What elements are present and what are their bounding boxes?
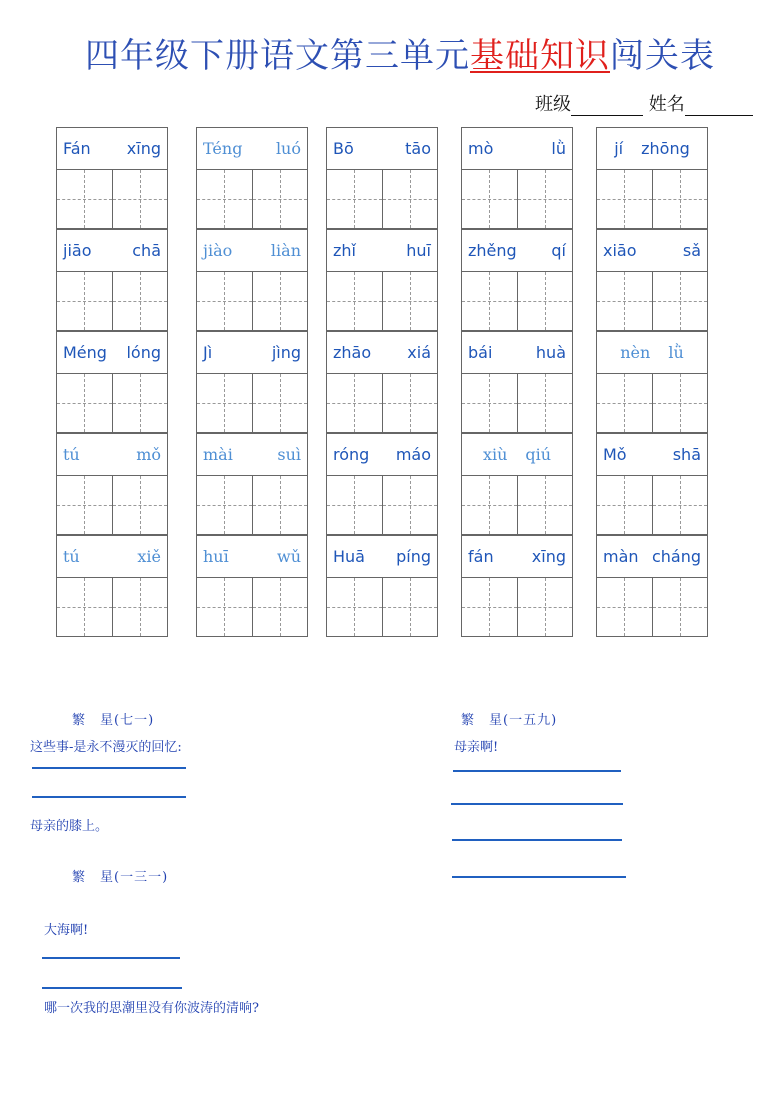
writing-box[interactable] [462, 374, 517, 432]
pinyin-label [326, 229, 438, 271]
pinyin-syllable: tāo [405, 139, 431, 158]
pinyin-syllable: zhěng [468, 241, 517, 260]
pinyin-syllable: bái [468, 343, 493, 362]
tianzige-pair [596, 373, 708, 433]
pinyin-label [461, 229, 573, 271]
tianzige-pair [56, 475, 168, 535]
pinyin-label [461, 127, 573, 169]
pinyin-syllable: xiá [407, 343, 431, 362]
pinyin-syllable: jiào [203, 241, 233, 260]
writing-box[interactable] [597, 578, 652, 636]
pinyin-syllable: liàn [270, 241, 301, 260]
writing-box[interactable] [597, 476, 652, 534]
writing-box[interactable] [517, 170, 573, 228]
pinyin-syllable: máo [395, 445, 431, 464]
section-heading-131: 繁 星(一三一) [72, 870, 169, 885]
pinyin-syllable: fán [468, 547, 494, 566]
pinyin-label [326, 433, 438, 475]
writing-box[interactable] [112, 374, 168, 432]
answer-line[interactable] [452, 876, 626, 878]
pinyin-column-5 [596, 127, 708, 637]
tianzige-pair [596, 475, 708, 535]
section-heading-71: 繁 星(七一) [72, 713, 155, 728]
word-cell [461, 229, 573, 331]
pinyin-syllable: xiě [137, 547, 161, 566]
writing-box[interactable] [462, 476, 517, 534]
tianzige-pair [461, 373, 573, 433]
writing-box[interactable] [112, 170, 168, 228]
word-cell [56, 433, 168, 535]
pinyin-syllable: zhōng [641, 139, 690, 158]
pinyin-syllable: mài [203, 445, 233, 464]
section-159-line1: 母亲啊! [454, 740, 499, 755]
section-71-line2: 母亲的膝上。 [30, 819, 109, 834]
class-blank[interactable] [571, 97, 643, 116]
writing-box[interactable] [57, 578, 112, 636]
page-title [0, 28, 780, 77]
name-blank[interactable] [685, 97, 753, 116]
word-cell [56, 331, 168, 433]
tianzige-pair [461, 169, 573, 229]
tianzige-pair [596, 271, 708, 331]
word-cell [56, 127, 168, 229]
tianzige-pair [461, 577, 573, 637]
pinyin-syllable: lǜ [551, 139, 566, 158]
pinyin-syllable: Méng [63, 343, 107, 362]
pinyin-label [56, 127, 168, 169]
pinyin-column-1 [56, 127, 168, 637]
pinyin-label [56, 229, 168, 271]
writing-box[interactable] [252, 476, 308, 534]
writing-box[interactable] [382, 170, 438, 228]
writing-box[interactable] [382, 578, 438, 636]
answer-line[interactable] [453, 770, 621, 772]
writing-box[interactable] [652, 374, 708, 432]
tianzige-pair [56, 373, 168, 433]
pinyin-label [596, 535, 708, 577]
pinyin-syllable: xiù [482, 445, 508, 464]
word-cell [596, 331, 708, 433]
tianzige-pair [56, 169, 168, 229]
pinyin-label [56, 331, 168, 373]
pinyin-label [56, 535, 168, 577]
pinyin-column-4 [461, 127, 573, 637]
writing-box[interactable] [652, 578, 708, 636]
pinyin-syllable: tú [63, 547, 80, 566]
writing-box[interactable] [597, 374, 652, 432]
writing-box[interactable] [462, 578, 517, 636]
word-cell [56, 229, 168, 331]
pinyin-label [326, 127, 438, 169]
tianzige-pair [596, 577, 708, 637]
pinyin-label [461, 331, 573, 373]
word-cell [596, 127, 708, 229]
writing-box[interactable] [112, 272, 168, 330]
pinyin-label [596, 433, 708, 475]
pinyin-syllable: huà [535, 343, 566, 362]
pinyin-label [196, 331, 308, 373]
pinyin-syllable: shā [672, 445, 701, 464]
tianzige-pair [326, 475, 438, 535]
pinyin-label [56, 433, 168, 475]
writing-box[interactable] [517, 272, 573, 330]
word-cell [326, 127, 438, 229]
tianzige-pair [596, 169, 708, 229]
title-highlight: 基础知识 [470, 36, 610, 76]
word-cell [326, 433, 438, 535]
writing-box[interactable] [652, 170, 708, 228]
pinyin-syllable: cháng [651, 547, 701, 566]
section-heading-159: 繁 星(一五九) [461, 713, 558, 728]
section-71-line1: 这些事-是永不漫灭的回忆: [30, 740, 182, 755]
pinyin-syllable: róng [333, 445, 370, 464]
tianzige-pair [196, 271, 308, 331]
answer-line[interactable] [32, 767, 186, 769]
pinyin-label [461, 535, 573, 577]
word-cell [461, 433, 573, 535]
section-131-line1: 大海啊! [44, 923, 89, 938]
word-cell [196, 229, 308, 331]
pinyin-column-3 [326, 127, 438, 637]
writing-box[interactable] [597, 170, 652, 228]
word-cell [326, 331, 438, 433]
pinyin-syllable: suì [277, 445, 301, 464]
pinyin-syllable: huī [406, 241, 431, 260]
pinyin-syllable: Téng [203, 139, 243, 158]
title-part-1: 四年级下册语文第三单元 [85, 36, 470, 76]
pinyin-syllable: qí [551, 241, 566, 260]
pinyin-label [461, 433, 573, 475]
tianzige-pair [196, 373, 308, 433]
writing-box[interactable] [252, 374, 308, 432]
pinyin-syllable: Jì [203, 343, 213, 362]
tianzige-pair [461, 475, 573, 535]
pinyin-syllable: xiāo [603, 241, 637, 260]
writing-box[interactable] [112, 578, 168, 636]
pinyin-syllable: lǜ [668, 343, 684, 362]
pinyin-label [326, 535, 438, 577]
pinyin-syllable: zhāo [333, 343, 372, 362]
pinyin-label [596, 331, 708, 373]
pinyin-syllable: mò [468, 139, 494, 158]
word-cell [461, 535, 573, 637]
pinyin-label [596, 127, 708, 169]
pinyin-label [596, 229, 708, 271]
pinyin-label [196, 535, 308, 577]
writing-box[interactable] [252, 170, 308, 228]
writing-box[interactable] [517, 374, 573, 432]
writing-box[interactable] [597, 272, 652, 330]
pinyin-syllable: lóng [126, 343, 161, 362]
tianzige-pair [461, 271, 573, 331]
word-cell [596, 433, 708, 535]
writing-box[interactable] [462, 272, 517, 330]
pinyin-syllable: xīng [531, 547, 566, 566]
writing-box[interactable] [652, 476, 708, 534]
writing-box[interactable] [197, 476, 252, 534]
word-cell [596, 535, 708, 637]
pinyin-syllable: Bō [333, 139, 354, 158]
writing-box[interactable] [57, 170, 112, 228]
word-cell [196, 331, 308, 433]
pinyin-syllable: sǎ [682, 241, 701, 260]
pinyin-syllable: píng [396, 547, 431, 566]
pinyin-syllable: wǔ [277, 547, 301, 566]
word-cell [461, 127, 573, 229]
writing-box[interactable] [382, 272, 438, 330]
word-cell [326, 535, 438, 637]
writing-box[interactable] [327, 374, 382, 432]
word-cell [56, 535, 168, 637]
word-cell [596, 229, 708, 331]
writing-box[interactable] [197, 170, 252, 228]
writing-box[interactable] [252, 272, 308, 330]
pinyin-syllable: jìng [271, 343, 301, 362]
writing-box[interactable] [197, 578, 252, 636]
writing-box[interactable] [197, 374, 252, 432]
pinyin-syllable: Fán [63, 139, 91, 158]
answer-line[interactable] [32, 796, 186, 798]
writing-box[interactable] [462, 170, 517, 228]
pinyin-syllable: luó [275, 139, 301, 158]
writing-box[interactable] [382, 374, 438, 432]
pinyin-label [326, 331, 438, 373]
writing-box[interactable] [652, 272, 708, 330]
pinyin-syllable: màn [603, 547, 639, 566]
pinyin-syllable: huī [203, 547, 229, 566]
pinyin-label [196, 433, 308, 475]
pinyin-label [196, 229, 308, 271]
pinyin-syllable: mǒ [136, 445, 161, 464]
pinyin-syllable: chā [132, 241, 161, 260]
writing-box[interactable] [517, 578, 573, 636]
writing-box[interactable] [112, 476, 168, 534]
tianzige-pair [326, 169, 438, 229]
writing-box[interactable] [327, 578, 382, 636]
pinyin-syllable: xīng [126, 139, 161, 158]
writing-box[interactable] [327, 272, 382, 330]
word-cell [326, 229, 438, 331]
pinyin-syllable: Huā [333, 547, 365, 566]
pinyin-syllable: qiú [525, 445, 552, 464]
tianzige-pair [326, 271, 438, 331]
class-name-line [535, 90, 753, 116]
word-cell [196, 433, 308, 535]
pinyin-label [196, 127, 308, 169]
pinyin-syllable: zhǐ [333, 241, 356, 260]
answer-line[interactable] [452, 839, 622, 841]
writing-box[interactable] [252, 578, 308, 636]
answer-line[interactable] [42, 957, 180, 959]
pinyin-syllable: nèn [620, 343, 651, 362]
tianzige-pair [196, 475, 308, 535]
pinyin-syllable: jiāo [63, 241, 92, 260]
tianzige-pair [196, 577, 308, 637]
word-cell [461, 331, 573, 433]
word-cell [196, 535, 308, 637]
answer-line[interactable] [451, 803, 623, 805]
writing-box[interactable] [197, 272, 252, 330]
writing-box[interactable] [327, 170, 382, 228]
writing-box[interactable] [327, 476, 382, 534]
class-label: 班级 [535, 94, 571, 115]
tianzige-pair [56, 271, 168, 331]
title-part-3: 闯关表 [610, 36, 715, 76]
tianzige-pair [326, 577, 438, 637]
pinyin-syllable: Mǒ [603, 445, 627, 464]
writing-box[interactable] [57, 476, 112, 534]
pinyin-column-2 [196, 127, 308, 637]
writing-box[interactable] [382, 476, 438, 534]
writing-box[interactable] [57, 374, 112, 432]
word-cell [196, 127, 308, 229]
answer-line[interactable] [42, 987, 182, 989]
writing-box[interactable] [57, 272, 112, 330]
pinyin-syllable: jí [614, 139, 624, 158]
section-131-line2: 哪一次我的思潮里没有你波涛的清响? [44, 1001, 259, 1016]
name-label: 姓名 [648, 94, 685, 115]
tianzige-pair [196, 169, 308, 229]
tianzige-pair [326, 373, 438, 433]
writing-box[interactable] [517, 476, 573, 534]
pinyin-syllable: tú [63, 445, 80, 464]
tianzige-pair [56, 577, 168, 637]
